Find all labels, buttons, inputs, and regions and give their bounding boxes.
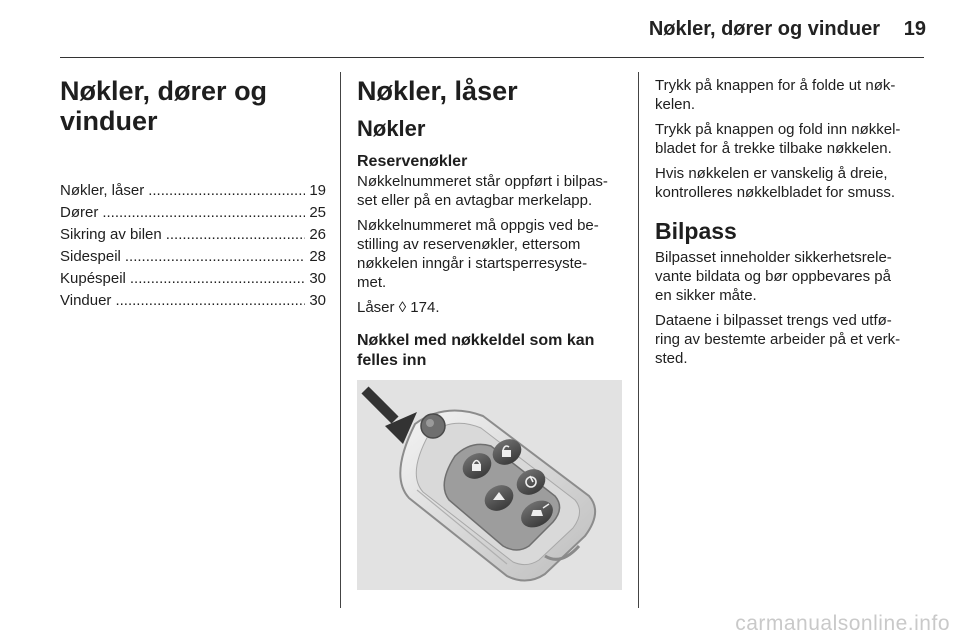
text-line: Nøkkelnummeret står oppført i bilpas- [357,173,608,190]
car-pass-paragraph [655,311,927,368]
text-line: Trykk på knappen og fold inn nøkkel- [655,121,901,138]
page-reference-icon: ◊ [398,299,407,316]
column-divider [340,72,341,608]
key-fob-image [357,380,622,590]
toc-entry[interactable] [60,202,326,224]
toc-entry-label: Vinduer [60,292,112,309]
text-line: stilling av reservenøkler, ettersom [357,236,581,253]
toc-entry[interactable] [60,246,326,268]
text-line: bladet for å trekke tilbake nøkkelen. [655,140,892,157]
text-line: kelen. [655,96,696,113]
toc-leader-dots [115,290,305,312]
toc-entry-page: 30 [309,292,326,309]
text-line: Bilpasset inneholder sikkerhetsrele- [655,249,892,266]
cross-reference-label: Låser [357,299,395,316]
spare-keys-heading: Reservenøkler [357,153,468,170]
toc-entry-page: 19 [309,182,326,199]
toc-entry-page: 25 [309,204,326,221]
chapter-column [60,76,326,312]
foldable-key-paragraph [655,164,927,202]
toc-leader-dots [125,246,305,268]
text-line: kontrolleres nøkkelbladet for smuss. [655,184,896,201]
chapter-title [60,76,326,136]
text-line: en sikker måte. [655,287,757,304]
text-line: met. [357,274,387,291]
car-pass-heading: Bilpass [655,218,737,244]
text-line: Trykk på knappen for å folde ut nøk- [655,77,896,94]
heading-line: felles inn [357,352,427,369]
foldable-key-paragraph [655,76,927,114]
page-number: 19 [903,18,926,40]
toc-entry[interactable] [60,224,326,246]
cross-reference-page: 174. [410,299,440,316]
text-line: sted. [655,350,688,367]
toc-entry-page: 26 [309,226,326,243]
text-line: ring av bestemte arbeider på et verk- [655,331,901,348]
text-line: Nøkkelnummeret må oppgis ved be- [357,217,599,234]
column-divider [638,72,639,608]
toc-entry-label: Kupéspeil [60,270,126,287]
table-of-contents [60,180,326,312]
toc-entry-page: 28 [309,248,326,265]
text-line: set eller på en avtagbar merkelapp. [357,192,593,209]
text-line: nøkkelen inngår i startsperresyste- [357,255,588,272]
toc-entry-label: Dører [60,204,99,221]
chapter-title-line: vinduer [60,106,158,136]
toc-entry[interactable] [60,290,326,312]
continuation-column [655,76,927,368]
section-column [357,76,625,371]
watermark: carmanualsonline.info [735,612,950,635]
toc-leader-dots [102,202,305,224]
section-title: Nøkler, låser [357,76,518,106]
text-line: Hvis nøkkelen er vanskelig å dreie, [655,165,888,182]
heading-line: Nøkkel med nøkkeldel som kan [357,332,595,349]
toc-entry-label: Nøkler, låser [60,182,145,199]
toc-entry[interactable] [60,268,326,290]
text-line: vante bildata og bør oppbevares på [655,268,891,285]
spare-keys-paragraph [357,216,625,292]
toc-entry[interactable] [60,180,326,202]
subsection-title: Nøkler [357,116,426,141]
foldable-key-paragraph [655,120,927,158]
cross-reference[interactable] [357,298,625,317]
toc-entry-label: Sidespeil [60,248,121,265]
spare-keys-paragraph [357,172,625,210]
foldable-key-heading [357,331,625,371]
toc-entry-label: Sikring av bilen [60,226,162,243]
header-rule [60,57,924,58]
foldable-key-illustration [357,380,622,590]
toc-leader-dots [148,180,305,202]
toc-leader-dots [130,268,305,290]
text-line: Dataene i bilpasset trengs ved utfø- [655,312,892,329]
car-pass-paragraph [655,248,927,305]
chapter-title-line: Nøkler, dører og [60,76,268,106]
running-header-title: Nøkler, dører og vinduer [648,18,880,40]
toc-leader-dots [166,224,306,246]
toc-entry-page: 30 [309,270,326,287]
